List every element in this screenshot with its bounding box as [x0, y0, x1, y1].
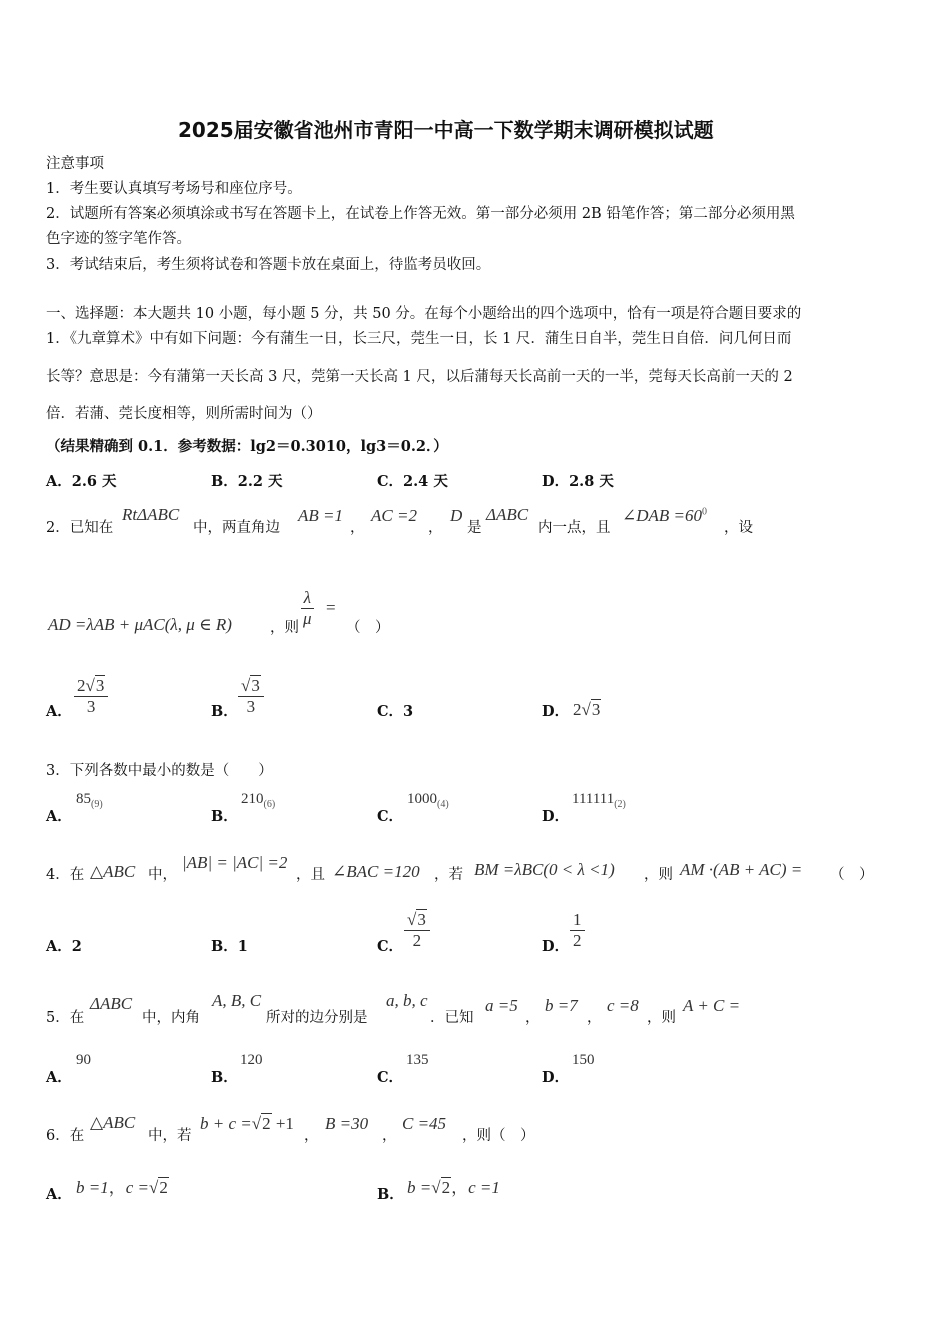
q4-text-4: ，则 — [644, 867, 673, 883]
q5-option-b-label[interactable]: B． — [211, 1069, 238, 1086]
q5-comma-2: ， — [587, 1010, 602, 1026]
q2-text-2: 是 — [467, 520, 482, 536]
q2-option-d-value[interactable]: 2√3 — [573, 700, 601, 719]
q2-prefix: 2．已知在 — [46, 520, 114, 536]
q5-option-c-label[interactable]: C． — [377, 1069, 404, 1086]
q2-text-1: 中，两直角边 — [193, 520, 280, 536]
q4-option-b[interactable]: B．1 — [211, 938, 248, 955]
q5-option-c-value[interactable]: 135 — [406, 1052, 429, 1068]
q1-option-c[interactable]: C．2.4 天 — [377, 473, 448, 490]
q4-triangle: △ABC — [90, 862, 136, 881]
q2-angle: ∠DAB $=60^0$ — [622, 506, 708, 525]
page-title: 2025届安徽省池州市青阳一中高一下数学期末调研模拟试题 — [178, 118, 714, 142]
q3-option-b-label[interactable]: B． — [211, 808, 238, 825]
q5-option-a-value[interactable]: 90 — [76, 1052, 91, 1068]
q2-ac: AC =2 — [371, 506, 417, 525]
q6-angle-b: B =30 — [325, 1114, 369, 1133]
q5-b: b =7 — [545, 996, 578, 1015]
q2-option-b-value[interactable]: $\frac{√3}{3}$ — [238, 676, 264, 717]
q4-text-1: 中， — [148, 867, 177, 883]
q1-option-a[interactable]: A．2.6 天 — [46, 473, 117, 490]
q4-option-a[interactable]: A．2 — [46, 938, 82, 955]
q5-text-1: 中，内角 — [142, 1010, 200, 1026]
q5-option-b-value[interactable]: 120 — [240, 1052, 263, 1068]
q6-option-b-value[interactable]: b =√2，c =1 — [407, 1178, 500, 1197]
q1-line-2: 长等？意思是：今有蒲第一天长高 3 尺，莞第一天长高 1 尺，以后蒲每天长高前一天的一半，莞每天长高前一天的 2 — [46, 369, 793, 385]
q2-comma-1: ， — [350, 520, 365, 536]
q2-paren: （ ） — [346, 620, 390, 636]
q3-stem: 3．下列各数中最小的数是（ ） — [46, 763, 273, 779]
q2-comma-2: ， — [428, 520, 443, 536]
q5-prefix: 5．在 — [46, 1010, 85, 1026]
q4-am-expr: AM ·(AB + AC) = — [680, 860, 803, 879]
q2-option-a-label[interactable]: A． — [46, 703, 72, 720]
q3-option-c-label[interactable]: C． — [377, 808, 404, 825]
q2-vector-expr: AD =λAB + μAC(λ, μ ∈ R) — [48, 615, 232, 634]
q6-comma-1: ， — [304, 1128, 319, 1144]
q6-angle-c: C =45 — [402, 1114, 447, 1133]
q4-text-3: ，若 — [434, 867, 463, 883]
q2-triangle: ΔABC — [486, 505, 529, 524]
q5-comma-1: ， — [525, 1010, 540, 1026]
q6-triangle: △ABC — [90, 1113, 136, 1132]
q2-option-a-value[interactable]: $\frac{2√3}{3}$ — [74, 676, 108, 717]
q5-triangle: ΔABC — [90, 994, 133, 1013]
q3-option-d-value[interactable]: $111111_{(2)}$ — [572, 791, 626, 810]
q6-text-1: 中，若 — [148, 1128, 192, 1144]
notice-item-2-cont: 色字迹的签字笔作答。 — [46, 231, 191, 247]
q2-option-d-label[interactable]: D． — [542, 703, 570, 720]
q4-option-d-label[interactable]: D． — [542, 938, 570, 955]
q2-option-c[interactable]: C．3 — [377, 703, 414, 720]
q4-prefix: 4．在 — [46, 867, 85, 883]
q2-ab: AB =1 — [298, 506, 343, 525]
section-heading: 一、选择题：本大题共 10 小题，每小题 5 分，共 50 分。在每个小题给出的四个选项中，恰有一项是符合题目要求的 — [46, 306, 802, 322]
q6-condition: b + c =√2 +1 — [200, 1114, 294, 1133]
q5-text-3: ．已知 — [430, 1010, 474, 1026]
q5-option-a-label[interactable]: A． — [46, 1069, 72, 1086]
q3-option-a-value[interactable]: $85_{(9)}$ — [76, 791, 103, 810]
q6-option-b-label[interactable]: B． — [377, 1186, 404, 1203]
q2-rt-triangle: RtΔABC — [122, 505, 180, 524]
q6-option-a-label[interactable]: A． — [46, 1186, 72, 1203]
q4-option-c-label[interactable]: C． — [377, 938, 404, 955]
q3-option-b-value[interactable]: $210_{(6)}$ — [241, 791, 276, 810]
q3-option-d-label[interactable]: D． — [542, 808, 570, 825]
q1-line-3: 倍．若蒲、莞长度相等，则所需时间为（） — [46, 406, 322, 422]
q5-option-d-value[interactable]: 150 — [572, 1052, 595, 1068]
q6-text-2: ，则（ ） — [462, 1128, 535, 1144]
q5-option-d-label[interactable]: D． — [542, 1069, 570, 1086]
q2-text-4: ，设 — [724, 520, 753, 536]
q2-ratio: $\frac{\lambda}{\mu}$ — [300, 588, 315, 629]
q1-option-b[interactable]: B．2.2 天 — [211, 473, 283, 490]
notice-item-3: 3．考试结束后，考生须将试卷和答题卡放在桌面上，待监考员收回。 — [46, 257, 491, 273]
q2-equals: = — [326, 598, 336, 617]
q4-text-2: ，且 — [296, 867, 325, 883]
q5-sides: a, b, c — [386, 991, 428, 1010]
q2-text-3: 内一点，且 — [538, 520, 611, 536]
q5-angles: A, B, C — [212, 991, 262, 1010]
q4-option-d-value[interactable]: $\frac{1}{2}$ — [570, 910, 585, 951]
q2-then: ，则 — [270, 620, 299, 636]
q4-angle: ∠BAC =120 — [332, 862, 420, 881]
q4-option-c-value[interactable]: $\frac{√3}{2}$ — [404, 910, 430, 951]
q1-option-d[interactable]: D．2.8 天 — [542, 473, 614, 490]
q5-text-2: 所对的边分别是 — [266, 1010, 368, 1026]
notice-item-2: 2．试题所有答案必须填涂或书写在答题卡上，在试卷上作答无效。第一部分必须用 2B 铅笔作答；第二部分必须用黑 — [46, 206, 795, 222]
q4-paren: （ ） — [830, 867, 874, 883]
q1-line-1: 1．《九章算术》中有如下问题：今有蒲生一日，长三尺，莞生一日，长 1 尺．蒲生日自半，莞生日自倍．问几何日而 — [46, 331, 792, 347]
q3-option-a-label[interactable]: A． — [46, 808, 72, 825]
q5-c: c =8 — [607, 996, 639, 1015]
q5-sum: A + C = — [683, 996, 741, 1015]
q5-text-4: ，则 — [647, 1010, 676, 1026]
notice-heading: 注意事项 — [46, 156, 104, 172]
q2-option-b-label[interactable]: B． — [211, 703, 238, 720]
q4-abs-values: |AB| = |AC| =2 — [182, 853, 288, 872]
q3-option-c-value[interactable]: $1000_{(4)}$ — [407, 791, 449, 810]
q2-point-d: D — [450, 506, 463, 525]
q6-comma-2: ， — [382, 1128, 397, 1144]
q4-bm-expr: BM =λBC(0 < λ <1) — [474, 860, 615, 879]
q6-option-a-value[interactable]: b =1，c =√2 — [76, 1178, 168, 1197]
q6-prefix: 6．在 — [46, 1128, 85, 1144]
q5-a: a =5 — [485, 996, 518, 1015]
q1-line-4: （结果精确到 0.1．参考数据：lg2＝0.3010，lg3＝0.2．） — [46, 438, 448, 455]
notice-item-1: 1．考生要认真填写考场号和座位序号。 — [46, 181, 302, 197]
